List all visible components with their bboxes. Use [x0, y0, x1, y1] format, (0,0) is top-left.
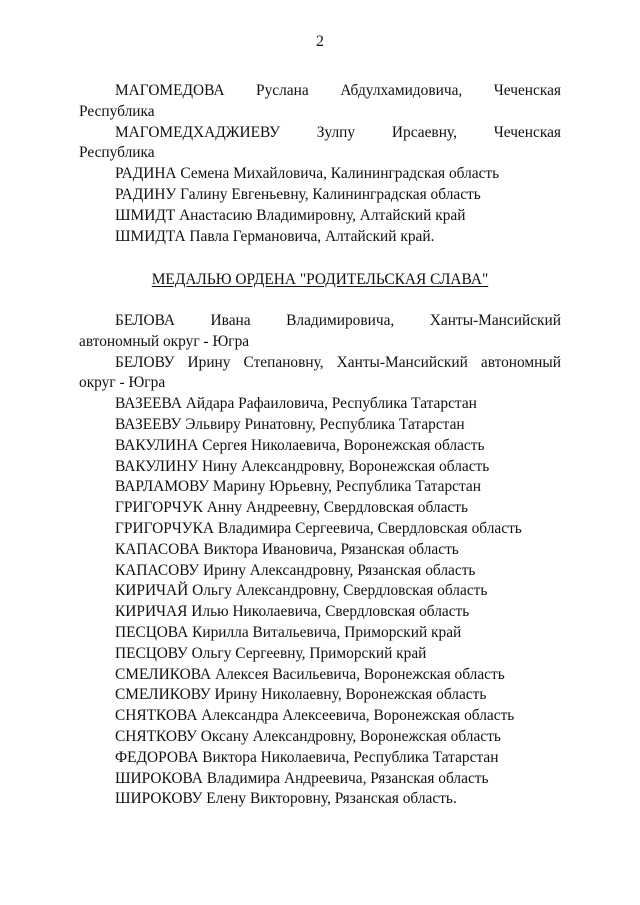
award-entry: РАДИНУ Галину Евгеньевну, Калининградская область	[115, 185, 481, 203]
award-entry: ФЕДОРОВА Виктора Николаевича, Республика Татарстан	[115, 748, 499, 766]
award-entry: ПЕСЦОВУ Ольгу Сергеевну, Приморский край	[115, 644, 427, 662]
award-entry	[79, 311, 561, 353]
award-entry-first-line: БЕЛОВА Ивана Владимировича, Ханты-Мансийский	[115, 312, 561, 329]
section-heading-text: МЕДАЛЬЮ ОРДЕНА "РОДИТЕЛЬСКАЯ СЛАВА"	[151, 271, 489, 288]
award-entry: ВАЗЕЕВА Айдара Рафаиловича, Республика Татарстан	[115, 395, 477, 413]
award-entry: ГРИГОРЧУКА Владимира Сергеевича, Свердловская область	[115, 519, 522, 537]
award-entry-first-line: МАГОМЕДОВА Руслана Абдулхамидовича, Чеченская	[115, 82, 561, 99]
award-entry: ВАЗЕЕВУ Эльвиру Ринатовну, Республика Татарстан	[115, 415, 465, 433]
award-entry: ШМИДТА Павла Германовича, Алтайский край.	[115, 227, 435, 245]
award-entry: КАПАСОВА Виктора Ивановича, Рязанская область	[115, 540, 459, 558]
award-entry: ВАРЛАМОВУ Марину Юрьевну, Республика Татарстан	[115, 478, 481, 496]
award-entry	[79, 123, 561, 165]
award-entry: ШМИДТ Анастасию Владимировну, Алтайский край	[115, 206, 466, 224]
award-entry: КИРИЧАЙ Ольгу Александровну, Свердловская область	[115, 582, 488, 600]
award-entry: СНЯТКОВУ Оксану Александровну, Воронежская область	[115, 727, 501, 745]
award-entry-first-line: МАГОМЕДХАДЖИЕВУ Зулпу Ирсаевну, Чеченская	[115, 123, 561, 141]
award-entry	[79, 81, 561, 123]
award-entry: СМЕЛИКОВУ Ирину Николаевну, Воронежская область	[115, 686, 487, 704]
award-entry-first-line: БЕЛОВУ Ирину Степановну, Ханты-Мансийский автономный	[115, 353, 561, 371]
award-entry: ШИРОКОВУ Елену Викторовну, Рязанская область.	[115, 790, 457, 808]
award-list-top	[79, 81, 561, 247]
award-entry: ВАКУЛИНУ Нину Александровну, Воронежская область	[115, 457, 490, 475]
section-heading	[0, 270, 640, 290]
page-number: 2	[316, 33, 324, 50]
award-entry: КИРИЧАЯ Илью Николаевича, Свердловская область	[115, 603, 470, 621]
award-entry: ВАКУЛИНА Сергея Николаевича, Воронежская область	[115, 436, 485, 454]
award-entry	[79, 353, 561, 395]
award-entry-continuation: округ - Югра	[79, 374, 166, 392]
award-list-medal	[79, 311, 561, 810]
award-entry: РАДИНА Семена Михайловича, Калининградская область	[115, 165, 500, 183]
award-entry-continuation: автономный округ - Югра	[79, 332, 250, 350]
award-entry: СНЯТКОВА Александра Алексеевича, Воронежская область	[115, 707, 515, 725]
award-entry: ШИРОКОВА Владимира Андреевича, Рязанская область	[115, 769, 489, 787]
award-entry: ГРИГОРЧУК Анну Андреевну, Свердловская область	[115, 499, 469, 517]
award-entry: СМЕЛИКОВА Алексея Васильевича, Воронежская область	[115, 665, 505, 683]
award-entry-continuation: Республика	[79, 144, 155, 162]
award-entry: КАПАСОВУ Ирину Александровну, Рязанская область	[115, 561, 476, 579]
award-entry-continuation: Республика	[79, 102, 155, 120]
award-entry: ПЕСЦОВА Кирилла Витальевича, Приморский край	[115, 623, 462, 641]
